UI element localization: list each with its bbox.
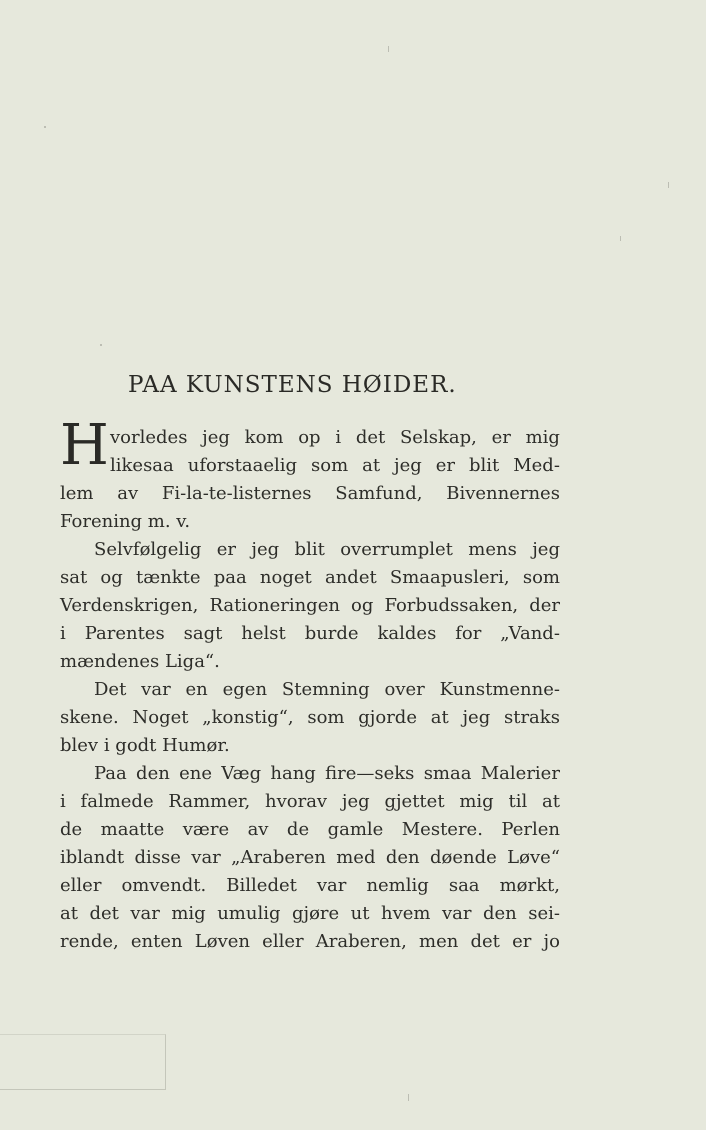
text-line: eller omvendt. Billedet var nemlig saa mørkt,	[60, 875, 560, 896]
text-line: Selvfølgelig er jeg blit overrumplet mens jeg	[94, 539, 560, 560]
text-line: de maatte være av de gamle Mestere. Perlen	[60, 819, 560, 840]
chapter-heading: PAA KUNSTENS HØIDER.	[128, 372, 457, 398]
paper-speck	[44, 126, 46, 128]
text-line: rende, enten Løven eller Araberen, men det er jo	[60, 931, 560, 952]
text-line: Paa den ene Væg hang fire—seks smaa Malerier	[94, 763, 560, 784]
paper-speck	[100, 344, 102, 346]
text-line: Forening m. v.	[60, 511, 191, 532]
text-line: skene. Noget „konstig“, som gjorde at jeg straks	[60, 707, 560, 728]
paragraph	[60, 424, 560, 536]
paper-speck	[668, 182, 669, 188]
drop-cap: H	[60, 413, 109, 478]
text-line: at det var mig umulig gjøre ut hvem var den sei-	[60, 903, 560, 924]
scan-edge-mark	[0, 1034, 166, 1090]
text-line: lem av Fi-la-te-listernes Samfund, Bivennernes	[60, 483, 560, 504]
text-line: blev i godt Humør.	[60, 735, 230, 756]
text-line: i falmede Rammer, hvorav jeg gjettet mig til at	[60, 791, 560, 812]
paragraph	[60, 536, 560, 676]
text-line: vorledes jeg kom op i det Selskap, er mig	[110, 427, 560, 448]
paper-speck	[408, 1094, 409, 1101]
text-line: likesaa uforstaaelig som at jeg er blit Med-	[110, 455, 560, 476]
text-line: Verdenskrigen, Rationeringen og Forbudssaken, der	[60, 595, 560, 616]
text-line: sat og tænkte paa noget andet Smaapusleri, som	[60, 567, 560, 588]
text-line: Det var en egen Stemning over Kunstmenne-	[94, 679, 560, 700]
paper-speck	[388, 46, 389, 52]
text-line: i Parentes sagt helst burde kaldes for „Vand-	[60, 623, 560, 644]
paragraph	[60, 760, 560, 956]
body-text	[60, 424, 560, 956]
paper-speck	[620, 236, 621, 241]
text-line: mændenes Liga“.	[60, 651, 220, 672]
text-line: iblandt disse var „Araberen med den døende Løve“	[60, 847, 560, 868]
paragraph	[60, 676, 560, 760]
